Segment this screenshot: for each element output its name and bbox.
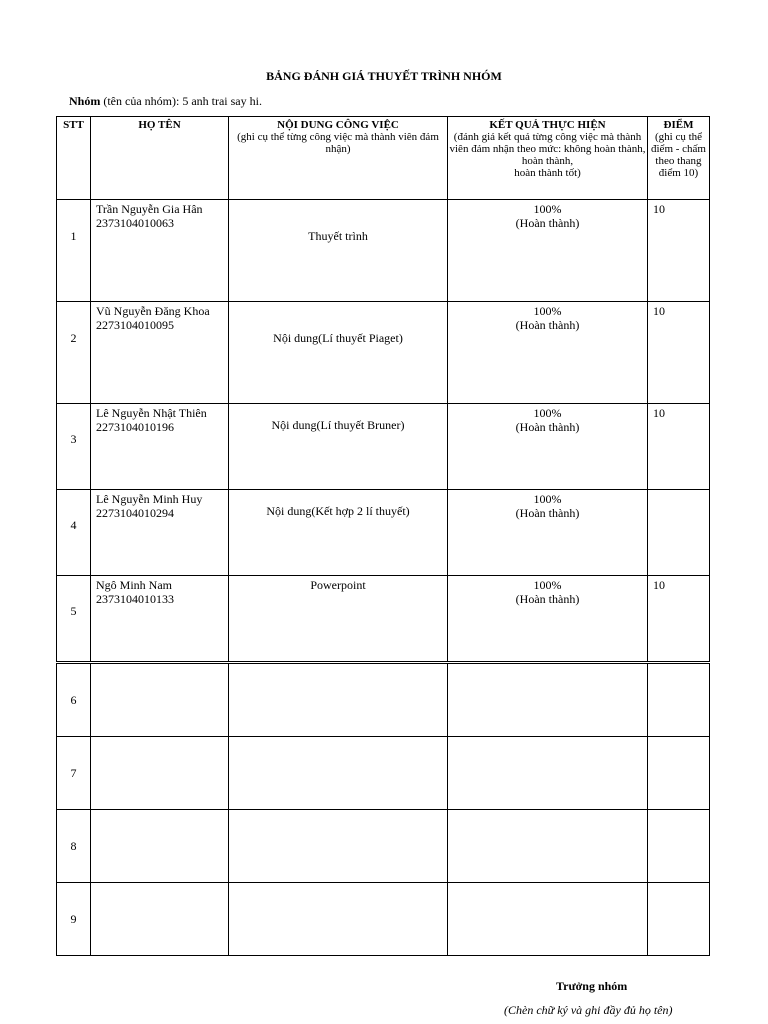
member-name: Lê Nguyễn Nhật Thiên	[96, 406, 207, 420]
evaluation-table	[56, 116, 710, 662]
task-cell: Thuyết trình	[229, 200, 448, 302]
task-cell	[229, 810, 448, 883]
member-name: Trần Nguyễn Gia Hân	[96, 202, 203, 216]
member-id: 2373104010063	[96, 216, 174, 230]
stt-cell: 1	[57, 200, 91, 302]
header-score: ĐIỂM (ghi cụ thể điểm - chấm theo thang điểm 10)	[648, 117, 710, 200]
group-label: Nhóm	[69, 94, 101, 108]
header-task: NỘI DUNG CÔNG VIỆC (ghi cụ thể từng công việc mà thành viên đảm nhận)	[229, 117, 448, 200]
table-row	[57, 200, 710, 302]
task-cell	[229, 664, 448, 737]
stt-cell: 4	[57, 490, 91, 576]
header-stt: STT	[57, 117, 91, 200]
name-cell	[91, 664, 229, 737]
name-cell	[91, 404, 229, 490]
result-cell: 100% (Hoàn thành)	[448, 302, 648, 404]
task-cell: Nội dung(Kết hợp 2 lí thuyết)	[229, 490, 448, 576]
name-cell	[91, 883, 229, 956]
result-cell: 100% (Hoàn thành)	[448, 200, 648, 302]
result-cell: 100% (Hoàn thành)	[448, 490, 648, 576]
score-cell: 10	[648, 302, 710, 404]
name-cell	[91, 810, 229, 883]
name-cell	[91, 490, 229, 576]
score-cell	[648, 883, 710, 956]
result-cell: 100% (Hoàn thành)	[448, 404, 648, 490]
result-cell	[448, 737, 648, 810]
member-id: 2273104010095	[96, 318, 174, 332]
name-cell	[91, 200, 229, 302]
group-line	[69, 94, 262, 109]
leader-label: Trưởng nhóm	[556, 979, 628, 993]
table-header-row	[57, 117, 710, 200]
table-row	[57, 576, 710, 662]
member-id: 2373104010133	[96, 592, 174, 606]
table-row	[57, 302, 710, 404]
stt-cell: 7	[57, 737, 91, 810]
table-row	[57, 737, 710, 810]
header-name: HỌ TÊN	[91, 117, 229, 200]
name-cell	[91, 302, 229, 404]
result-cell	[448, 883, 648, 956]
stt-cell: 3	[57, 404, 91, 490]
task-cell: Nội dung(Lí thuyết Piaget)	[229, 302, 448, 404]
stt-cell: 2	[57, 302, 91, 404]
name-cell	[91, 576, 229, 662]
score-cell: 10	[648, 404, 710, 490]
result-cell	[448, 810, 648, 883]
task-cell: Nội dung(Lí thuyết Bruner)	[229, 404, 448, 490]
stt-cell: 9	[57, 883, 91, 956]
score-cell: 10	[648, 200, 710, 302]
result-cell: 100% (Hoàn thành)	[448, 576, 648, 662]
header-result: KẾT QUẢ THỰC HIỆN (đánh giá kết quả từng công việc mà thành viên đảm nhận theo mức: không hoàn thành, hoàn thành, hoàn thành tốt)	[448, 117, 648, 200]
member-id: 2273104010196	[96, 420, 174, 434]
stt-cell: 8	[57, 810, 91, 883]
stt-cell: 5	[57, 576, 91, 662]
table-row	[57, 883, 710, 956]
result-cell	[448, 664, 648, 737]
signature-note: (Chèn chữ ký và ghi đầy đủ họ tên)	[504, 1003, 673, 1017]
score-cell	[648, 810, 710, 883]
group-text: (tên của nhóm): 5 anh trai say hi.	[100, 94, 262, 108]
table-row	[57, 810, 710, 883]
document-title: BẢNG ĐÁNH GIÁ THUYẾT TRÌNH NHÓM	[266, 69, 502, 83]
member-id: 2273104010294	[96, 506, 174, 520]
score-cell	[648, 737, 710, 810]
evaluation-table-continued	[56, 663, 710, 956]
member-name: Lê Nguyễn Minh Huy	[96, 492, 203, 506]
stt-cell: 6	[57, 664, 91, 737]
member-name: Vũ Nguyễn Đăng Khoa	[96, 304, 210, 318]
member-name: Ngô Minh Nam	[96, 578, 172, 592]
task-cell	[229, 883, 448, 956]
name-cell	[91, 737, 229, 810]
score-cell: 10	[648, 576, 710, 662]
table-row	[57, 664, 710, 737]
table-row	[57, 490, 710, 576]
task-cell: Powerpoint	[229, 576, 448, 662]
table-row	[57, 404, 710, 490]
score-cell	[648, 490, 710, 576]
score-cell	[648, 664, 710, 737]
task-cell	[229, 737, 448, 810]
